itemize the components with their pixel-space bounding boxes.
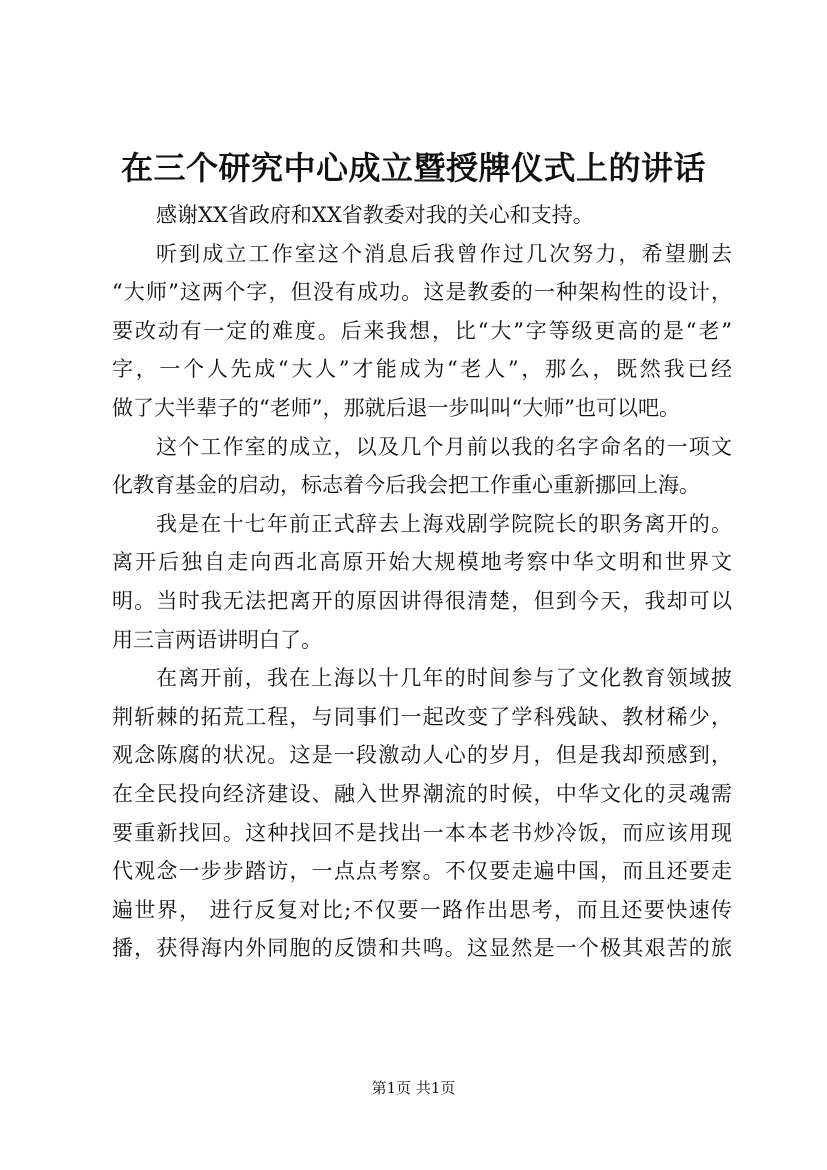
- body-line: 做了大半辈子的“老师”，那就后退一步叫叫“大师”也可以吧。: [112, 395, 680, 420]
- body-line: 用三言两语讲明白了。: [112, 627, 322, 652]
- body-line: 化教育基金的启动，标志着今后我会把工作重心重新挪回上海。: [112, 473, 700, 498]
- document-title: 在三个研究中心成立暨授牌仪式上的讲话: [120, 149, 706, 187]
- body-line: 这个工作室的成立，以及几个月前以我的名字命名的一项文: [156, 434, 732, 459]
- body-line: 在全民投向经济建设、融入世界潮流的时候，中华文化的灵魂需: [112, 781, 732, 806]
- body-line: 在离开前，我在上海以十几年的时间参与了文化教育领域披: [156, 666, 732, 691]
- body-line: 播，获得海内外同胞的反馈和共鸣。这显然是一个极其艰苦的旅: [112, 936, 732, 961]
- document-body: [112, 196, 732, 968]
- body-line: 要重新找回。这种找回不是找出一本本老书炒冷饭，而应该用现: [112, 820, 732, 845]
- body-line: “大师”这两个字，但没有成功。这是教委的一种架构性的设计，: [112, 280, 732, 305]
- body-line: 离开后独自走向西北高原开始大规模地考察中华文明和世界文: [112, 550, 732, 575]
- page-footer: 第1页 共1页: [371, 1079, 456, 1097]
- body-line: 代观念一步步踏访，一点点考察。不仅要走遍中国，而且还要走: [112, 859, 732, 884]
- body-line: 感谢XX省政府和XX省教委对我的关心和支持。: [156, 203, 594, 227]
- body-line: 明。当时我无法把离开的原因讲得很清楚，但到今天，我却可以: [112, 588, 732, 613]
- body-line: 荆斩棘的拓荒工程，与同事们一起改变了学科残缺、教材稀少，: [112, 704, 732, 729]
- body-line: 字，一个人先成“大人”才能成为“老人”，那么，既然我已经: [112, 357, 732, 382]
- body-line: 我是在十七年前正式辞去上海戏剧学院院长的职务离开的。: [156, 511, 732, 536]
- body-line: 要改动有一定的难度。后来我想，比“大”字等级更高的是“老”: [112, 318, 732, 343]
- body-line: 观念陈腐的状况。这是一段激动人心的岁月，但是我却预感到，: [112, 743, 732, 768]
- body-line: 遍世界， 进行反复对比;不仅要一路作出思考，而且还要快速传: [112, 897, 732, 922]
- body-line: 听到成立工作室这个消息后我曾作过几次努力，希望删去: [156, 241, 732, 266]
